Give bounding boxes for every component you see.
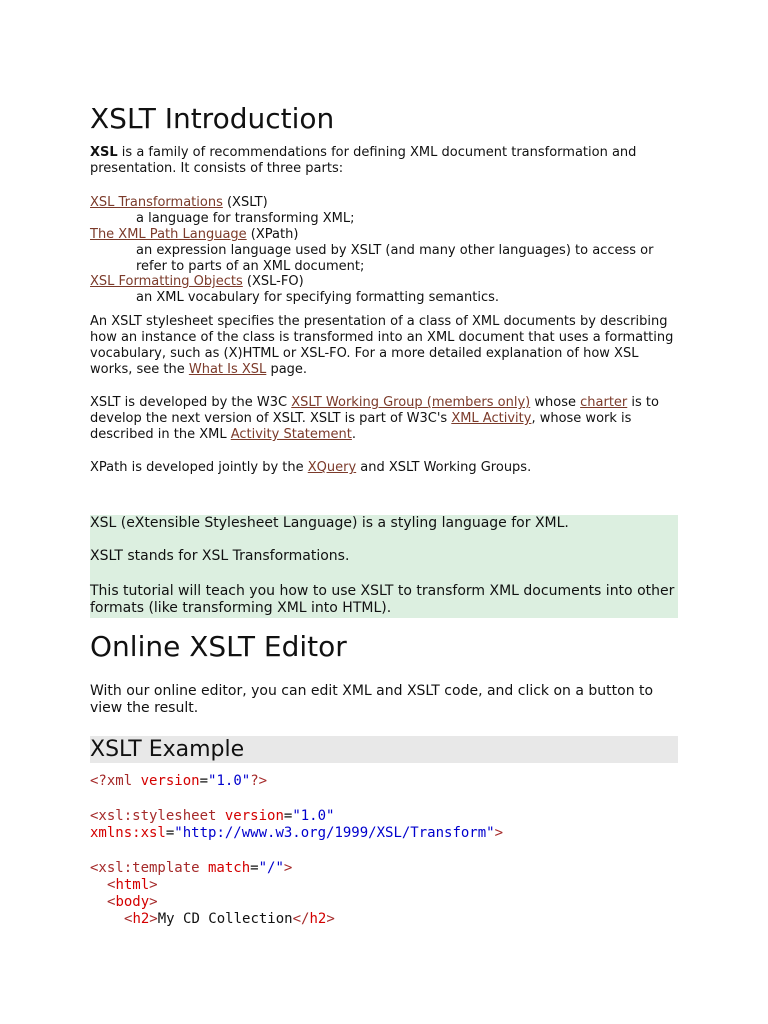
code-token: body — [115, 894, 150, 910]
xsl-bold: XSL — [90, 145, 118, 160]
code-token: version — [132, 773, 200, 789]
code-token: </ — [292, 911, 310, 927]
code-token: = — [250, 860, 259, 876]
code-token: h2 — [132, 911, 150, 927]
part-abbr: (XPath) — [246, 227, 299, 242]
w3c-text: XSLT is developed by the W3C — [90, 395, 292, 410]
part-abbr: (XSLT) — [222, 195, 268, 210]
code-token: My CD Collection — [157, 911, 293, 927]
code-token: = — [165, 825, 175, 841]
xquery-link[interactable]: XQuery — [307, 460, 357, 475]
part-desc-xpath: an expression language used by XSLT (and many other languages) to access or refer to parts of an XML document; — [136, 243, 654, 274]
xslt-working-group-link[interactable]: XSLT Working Group (members only) — [291, 395, 531, 410]
code-line — [107, 894, 158, 911]
xpath-paragraph — [90, 460, 680, 476]
editor-paragraph: With our online editor, you can edit XML and XSLT code, and click on a button to view the result. — [90, 683, 654, 716]
note-line-2: XSLT stands for XSL Transformations. — [90, 548, 350, 564]
code-token: > — [149, 911, 158, 927]
code-token: version — [216, 808, 284, 824]
code-token: "/" — [258, 860, 284, 876]
part-term-xpath — [90, 227, 298, 243]
code-token: <?xml — [90, 773, 133, 789]
charter-link[interactable]: charter — [580, 395, 628, 410]
code-token: match — [199, 860, 251, 876]
xpath-text: XPath is developed jointly by the — [90, 460, 308, 475]
intro-text: is a family of recommendations for defining XML document transformation and presentation. It consists of three parts: — [90, 145, 637, 176]
code-token: < — [107, 894, 116, 910]
code-token: > — [494, 825, 504, 841]
code-token: = — [199, 773, 209, 789]
code-token: > — [326, 911, 335, 927]
activity-statement-link[interactable]: Activity Statement — [230, 427, 352, 442]
code-token: "1.0" — [208, 773, 251, 789]
w3c-text: whose — [530, 395, 581, 410]
xml-path-language-link[interactable]: The XML Path Language — [90, 227, 247, 242]
xpath-text: and XSLT Working Groups. — [356, 460, 532, 475]
code-line — [124, 911, 335, 928]
code-token: < — [107, 877, 116, 893]
editor-heading: Online XSLT Editor — [90, 630, 347, 663]
code-token: h2 — [309, 911, 327, 927]
w3c-text: is to develop the next version of XSLT. XSLT is part of W3C's — [90, 395, 659, 426]
page-title: XSLT Introduction — [90, 102, 335, 135]
example-heading-bar — [90, 736, 678, 763]
code-token: "http://www.w3.org/1999/XSL/Transform" — [174, 825, 495, 841]
code-line — [90, 860, 292, 877]
what-is-xsl-link[interactable]: What Is XSL — [188, 362, 267, 377]
code-token: < — [124, 911, 133, 927]
code-line — [90, 773, 267, 790]
xml-activity-link[interactable]: XML Activity — [451, 411, 532, 426]
w3c-text: , whose work is described in the XML — [90, 411, 632, 442]
intro-note-box — [90, 515, 678, 618]
part-term-xslt — [90, 195, 268, 211]
code-token: html — [115, 877, 150, 893]
code-token: > — [149, 894, 158, 910]
code-token: = — [283, 808, 293, 824]
stylesheet-text: An XSLT stylesheet specifies the presentation of a class of XML documents by describing how an instance of the class is transformed into an XML document that uses a formatting vocabulary, such as (X)HTML or XSL-FO. For a more detailed explanation of how XSL works, see the — [90, 314, 674, 377]
code-line — [90, 825, 503, 842]
code-token: > — [283, 860, 293, 876]
part-term-xslfo — [90, 274, 304, 290]
code-line — [107, 877, 158, 894]
stylesheet-text-end: page. — [266, 362, 308, 377]
example-heading: XSLT Example — [90, 737, 245, 762]
code-token: ?> — [250, 773, 268, 789]
code-token: xmlns:xsl — [90, 825, 166, 841]
xsl-formatting-objects-link[interactable]: XSL Formatting Objects — [90, 274, 243, 289]
note-line-3: This tutorial will teach you how to use XSLT to transform XML documents into other formats (like transforming XML into HTML). — [90, 583, 675, 616]
code-token: "1.0" — [292, 808, 335, 824]
code-token: <xsl:template — [90, 860, 200, 876]
w3c-paragraph — [90, 395, 680, 443]
code-token: <xsl:stylesheet — [90, 808, 217, 824]
note-line-1: XSL (eXtensible Stylesheet Language) is a styling language for XML. — [90, 515, 569, 531]
xsl-transformations-link[interactable]: XSL Transformations — [90, 195, 223, 210]
part-abbr: (XSL-FO) — [242, 274, 304, 289]
part-desc-xslt: a language for transforming XML; — [136, 211, 355, 226]
code-token: > — [149, 877, 158, 893]
stylesheet-paragraph — [90, 314, 680, 378]
part-desc-xslfo: an XML vocabulary for specifying formatting semantics. — [136, 290, 500, 305]
intro-paragraph — [90, 145, 680, 177]
w3c-text: . — [351, 427, 357, 442]
code-line — [90, 808, 334, 825]
